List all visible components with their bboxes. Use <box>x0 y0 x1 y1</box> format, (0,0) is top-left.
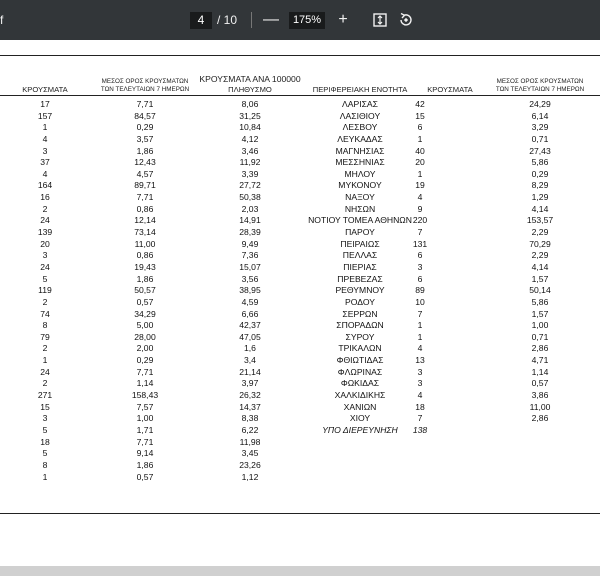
region-avg-cell: 50,14 <box>529 285 551 296</box>
region-avg-cell: 1,14 <box>531 366 549 377</box>
per100k-cell: 3,39 <box>241 168 259 179</box>
region-cell: ΜΗΛΟΥ <box>344 168 376 179</box>
per100k-cell: 3,97 <box>241 378 259 389</box>
table-row <box>0 367 600 379</box>
region-cell: ΜΥΚΟΝΟΥ <box>338 180 382 191</box>
region-cell: ΛΕΥΚΑΔΑΣ <box>337 133 383 144</box>
region-cases-cell: 20 <box>415 157 425 168</box>
avg-cell: 19,43 <box>134 261 156 272</box>
table-row <box>0 169 600 181</box>
region-cell: ΧΑΛΚΙΔΙΚΗΣ <box>334 390 386 401</box>
per100k-cell: 26,32 <box>239 390 261 401</box>
region-cell: ΦΛΩΡΙΝΑΣ <box>337 366 383 377</box>
region-cases-cell: 1 <box>417 168 423 179</box>
avg-cell: 11,00 <box>134 238 156 249</box>
region-avg-cell: 4,14 <box>531 261 549 272</box>
cases-cell: 5 <box>42 448 48 459</box>
per100k-cell: 3,56 <box>241 273 259 284</box>
cases-cell: 15 <box>40 401 50 412</box>
header-cases-right: ΚΡΟΥΣΜΑΤΑ <box>427 85 473 94</box>
region-cell: ΧΙΟΥ <box>349 413 371 424</box>
table-bottom-rule <box>0 513 600 514</box>
table-row <box>0 437 600 449</box>
region-cell: ΣΥΡΟΥ <box>345 331 375 342</box>
table-row <box>0 262 600 274</box>
header-cases-left: ΚΡΟΥΣΜΑΤΑ <box>22 85 68 94</box>
per100k-cell: 11,92 <box>239 157 261 168</box>
region-cell: ΛΑΣΙΘΙΟΥ <box>339 110 381 121</box>
region-cases-cell: 9 <box>417 203 423 214</box>
per100k-cell: 38,95 <box>239 285 261 296</box>
avg-cell: 89,71 <box>134 180 156 191</box>
region-cell: ΦΩΚΙΔΑΣ <box>340 378 380 389</box>
region-avg-cell: 5,86 <box>531 157 549 168</box>
table-row <box>0 402 600 414</box>
cases-cell: 18 <box>40 436 50 447</box>
table-row <box>0 309 600 321</box>
avg-cell: 0,57 <box>136 471 154 482</box>
region-cases-cell: 1 <box>417 331 423 342</box>
per100k-cell: 2,03 <box>241 203 259 214</box>
table-row <box>0 297 600 309</box>
region-cases-cell: 6 <box>417 250 423 261</box>
region-avg-cell: 2,86 <box>531 413 549 424</box>
per100k-cell: 6,22 <box>241 424 259 435</box>
region-cell: ΠΕΙΡΑΙΩΣ <box>340 238 380 249</box>
per100k-cell: 1,6 <box>244 343 256 354</box>
avg-cell: 1,86 <box>136 459 154 470</box>
region-cell: ΛΑΡΙΣΑΣ <box>342 99 378 109</box>
cases-cell: 74 <box>40 308 50 319</box>
cases-cell: 119 <box>38 285 52 296</box>
avg-cell: 1,86 <box>136 145 154 156</box>
header-rule <box>0 95 600 96</box>
region-cases-cell: 131 <box>412 238 428 249</box>
per100k-cell: 21,14 <box>239 366 261 377</box>
table-row <box>0 332 600 344</box>
table-row <box>0 460 600 472</box>
region-avg-cell: 1,57 <box>531 308 549 319</box>
per100k-cell: 8,06 <box>241 99 259 109</box>
avg-cell: 0,29 <box>136 355 154 366</box>
cases-cell: 5 <box>42 273 48 284</box>
per100k-cell: 28,39 <box>239 227 261 238</box>
region-avg-cell: 70,29 <box>529 238 551 249</box>
cases-cell: 8 <box>42 459 48 470</box>
region-cell: ΥΠΟ ΔΙΕΡΕΥΝΗΣΗ <box>322 424 398 435</box>
region-cases-cell: 4 <box>417 390 423 401</box>
region-cell: ΣΠΟΡΑΔΩΝ <box>336 320 384 331</box>
avg-cell: 0,57 <box>136 296 154 307</box>
avg-cell: 4,57 <box>136 168 154 179</box>
table-row <box>0 274 600 286</box>
per100k-cell: 10,84 <box>239 122 261 133</box>
region-cell: ΝΗΣΩΝ <box>344 203 376 214</box>
zoom-in-button[interactable]: + <box>338 11 348 28</box>
table-row <box>0 134 600 146</box>
region-cases-cell: 3 <box>417 366 423 377</box>
per100k-cell: 7,36 <box>241 250 259 261</box>
region-cases-cell: 18 <box>415 401 425 412</box>
table-row <box>0 180 600 192</box>
cases-cell: 2 <box>42 378 48 389</box>
region-avg-cell: 1,00 <box>531 320 549 331</box>
region-cases-cell: 4 <box>417 192 423 203</box>
per100k-cell: 27,72 <box>239 180 261 191</box>
document-title: f <box>0 13 4 27</box>
per100k-cell: 3,45 <box>241 448 259 459</box>
table-row <box>0 192 600 204</box>
per100k-cell: 6,66 <box>241 308 259 319</box>
region-cell: ΣΕΡΡΩΝ <box>342 308 378 319</box>
per100k-cell: 14,91 <box>239 215 261 226</box>
table-row <box>0 378 600 390</box>
cases-cell: 139 <box>37 227 53 238</box>
cases-cell: 8 <box>42 320 48 331</box>
avg-cell: 158,43 <box>131 390 159 401</box>
region-avg-cell: 6,14 <box>531 110 549 121</box>
table-row <box>0 122 600 134</box>
cases-cell: 3 <box>42 413 48 424</box>
cases-cell: 24 <box>40 366 50 377</box>
region-cell: ΠΡΕΒΕΖΑΣ <box>337 273 383 284</box>
table-row <box>0 157 600 169</box>
region-cases-cell: 6 <box>417 273 423 284</box>
zoom-out-button[interactable]: — <box>263 11 280 28</box>
zoom-level-input[interactable]: 175% <box>289 12 325 29</box>
region-avg-cell: 5,86 <box>531 296 549 307</box>
region-avg-cell: 4,14 <box>531 203 549 214</box>
cases-cell: 37 <box>40 157 50 168</box>
region-cases-cell: 138 <box>412 424 428 435</box>
cases-cell: 2 <box>42 343 48 354</box>
cases-cell: 157 <box>37 110 53 121</box>
per100k-cell: 47,05 <box>239 331 261 342</box>
avg-cell: 3,57 <box>136 133 154 144</box>
region-cases-cell: 19 <box>415 180 425 191</box>
pdf-page <box>0 40 600 566</box>
region-cases-cell: 4 <box>417 343 423 354</box>
avg-cell: 7,71 <box>136 436 154 447</box>
region-cell: ΤΡΙΚΑΛΩΝ <box>338 343 382 354</box>
region-avg-cell: 11,00 <box>529 401 551 412</box>
region-cell: ΠΕΛΛΑΣ <box>342 250 378 261</box>
region-avg-cell: 153,57 <box>526 215 554 226</box>
avg-cell: 7,57 <box>136 401 154 412</box>
table-row <box>0 146 600 158</box>
region-avg-cell: 2,29 <box>531 227 549 238</box>
table-row <box>0 285 600 297</box>
avg-cell: 0,86 <box>136 250 154 261</box>
avg-cell: 2,00 <box>136 343 154 354</box>
region-avg-cell: 2,29 <box>531 250 549 261</box>
per100k-cell: 4,59 <box>241 296 259 307</box>
region-cases-cell: 1 <box>417 320 423 331</box>
page-number-input[interactable]: 4 <box>190 12 212 29</box>
region-avg-cell: 0,29 <box>531 168 549 179</box>
cases-cell: 3 <box>42 145 48 156</box>
rotate-icon <box>398 12 414 28</box>
header-avg-right-2: ΤΩΝ ΤΕΛΕΥΤΑΙΩΝ 7 ΗΜΕΡΩΝ <box>495 86 585 93</box>
cases-cell: 1 <box>42 471 48 482</box>
cases-cell: 17 <box>40 99 50 109</box>
pdf-toolbar <box>0 0 600 40</box>
table-row <box>0 239 600 251</box>
avg-cell: 7,71 <box>136 99 154 109</box>
avg-cell: 1,14 <box>136 378 154 389</box>
table-row <box>0 413 600 425</box>
region-avg-cell: 24,29 <box>529 99 551 109</box>
per100k-cell: 9,49 <box>241 238 259 249</box>
avg-cell: 12,14 <box>134 215 156 226</box>
table-row <box>0 204 600 216</box>
per100k-cell: 42,37 <box>239 320 261 331</box>
header-avg-left-1: ΜΕΣΟΣ ΟΡΟΣ ΚΡΟΥΣΜΑΤΩΝ <box>101 78 189 85</box>
region-cases-cell: 7 <box>417 308 423 319</box>
region-cell: ΝΟΤΙΟΥ ΤΟΜΕΑ ΑΘΗΝΩΝ <box>308 215 412 226</box>
header-per100k-2: ΠΛΗΘΥΣΜΟ <box>228 85 272 94</box>
avg-cell: 1,86 <box>136 273 154 284</box>
cases-cell: 5 <box>42 424 48 435</box>
cases-cell: 24 <box>40 261 50 272</box>
region-avg-cell: 0,57 <box>531 378 549 389</box>
per100k-cell: 8,38 <box>241 413 259 424</box>
region-cell: ΦΘΙΩΤΙΔΑΣ <box>336 355 384 366</box>
cases-cell: 164 <box>37 180 53 191</box>
table-row <box>0 215 600 227</box>
cases-cell: 79 <box>40 331 50 342</box>
horizontal-scrollbar[interactable] <box>0 566 600 576</box>
avg-cell: 7,71 <box>136 192 154 203</box>
avg-cell: 1,71 <box>136 424 154 435</box>
cases-cell: 1 <box>42 122 48 133</box>
cases-cell: 4 <box>42 133 48 144</box>
table-row <box>0 355 600 367</box>
region-cases-cell: 42 <box>415 99 425 109</box>
per100k-cell: 31,25 <box>239 110 261 121</box>
avg-cell: 7,71 <box>136 366 154 377</box>
per100k-cell: 23,26 <box>239 459 261 470</box>
region-cases-cell: 6 <box>417 122 423 133</box>
per100k-cell: 3,46 <box>241 145 259 156</box>
region-cell: ΠΙΕΡΙΑΣ <box>343 261 377 272</box>
table-row <box>0 425 600 437</box>
per100k-cell: 4,12 <box>241 133 259 144</box>
per100k-cell: 15,07 <box>239 261 261 272</box>
header-region: ΠΕΡΙΦΕΡΕΙΑΚΗ ΕΝΟΤΗΤΑ <box>312 85 408 94</box>
page-count: / 10 <box>217 13 238 27</box>
fit-page-icon <box>373 13 387 27</box>
rotate-button[interactable] <box>396 10 416 30</box>
region-avg-cell: 4,71 <box>531 355 549 366</box>
per100k-cell: 50,38 <box>239 192 261 203</box>
table-row <box>0 390 600 402</box>
header-avg-right-1: ΜΕΣΟΣ ΟΡΟΣ ΚΡΟΥΣΜΑΤΩΝ <box>496 78 584 85</box>
table-row <box>0 472 600 484</box>
region-cell: ΜΑΓΝΗΣΙΑΣ <box>335 145 385 156</box>
region-cell: ΠΑΡΟΥ <box>345 227 375 238</box>
table-row <box>0 111 600 123</box>
avg-cell: 73,14 <box>134 227 156 238</box>
region-cases-cell: 40 <box>415 145 425 156</box>
table-row <box>0 343 600 355</box>
avg-cell: 50,57 <box>134 285 156 296</box>
region-avg-cell: 0,71 <box>531 133 549 144</box>
region-cases-cell: 15 <box>415 110 425 121</box>
cases-cell: 2 <box>42 296 48 307</box>
region-avg-cell: 1,57 <box>531 273 549 284</box>
cases-cell: 271 <box>37 390 53 401</box>
avg-cell: 34,29 <box>134 308 156 319</box>
region-cell: ΜΕΣΣΗΝΙΑΣ <box>335 157 385 168</box>
avg-cell: 5,00 <box>136 320 154 331</box>
cases-cell: 1 <box>42 355 48 366</box>
avg-cell: 1,00 <box>136 413 154 424</box>
per100k-cell: 14,37 <box>239 401 261 412</box>
region-cell: ΛΕΣΒΟΥ <box>342 122 378 133</box>
cases-cell: 20 <box>40 238 50 249</box>
region-cases-cell: 7 <box>417 413 423 424</box>
cases-cell: 4 <box>42 168 48 179</box>
cases-cell: 3 <box>42 250 48 261</box>
region-cases-cell: 3 <box>417 261 423 272</box>
region-cases-cell: 7 <box>417 227 423 238</box>
per100k-cell: 1,12 <box>241 471 259 482</box>
avg-cell: 28,00 <box>134 331 156 342</box>
table-top-rule <box>0 55 600 56</box>
cases-cell: 16 <box>40 192 50 203</box>
region-cases-cell: 10 <box>415 296 425 307</box>
avg-cell: 9,14 <box>136 448 154 459</box>
region-avg-cell: 3,86 <box>531 390 549 401</box>
per100k-cell: 3,4 <box>244 355 256 366</box>
fit-to-page-button[interactable] <box>370 10 390 30</box>
table-row <box>0 99 600 111</box>
cases-cell: 24 <box>40 215 50 226</box>
per100k-cell: 11,98 <box>239 436 261 447</box>
region-cell: ΧΑΝΙΩΝ <box>343 401 377 412</box>
header-per100k-1: ΚΡΟΥΣΜΑΤΑ ΑΝΑ 100000 <box>199 74 301 84</box>
region-cases-cell: 1 <box>417 133 423 144</box>
header-avg-left-2: ΤΩΝ ΤΕΛΕΥΤΑΙΩΝ 7 ΗΜΕΡΩΝ <box>100 86 190 93</box>
region-avg-cell: 1,29 <box>531 192 549 203</box>
region-cases-cell: 3 <box>417 378 423 389</box>
table-body <box>0 99 600 483</box>
toolbar-controls <box>190 9 416 31</box>
region-cell: ΝΑΞΟΥ <box>345 192 375 203</box>
region-cases-cell: 89 <box>415 285 425 296</box>
table-row <box>0 250 600 262</box>
region-cell: ΡΕΘΥΜΝΟΥ <box>335 285 385 296</box>
table-row <box>0 320 600 332</box>
table-row <box>0 448 600 460</box>
region-avg-cell: 2,86 <box>531 343 549 354</box>
avg-cell: 0,29 <box>136 122 154 133</box>
region-avg-cell: 3,29 <box>531 122 549 133</box>
avg-cell: 12,43 <box>134 157 156 168</box>
region-cell: ΡΟΔΟΥ <box>345 296 375 307</box>
toolbar-divider <box>251 12 252 28</box>
avg-cell: 84,57 <box>134 110 156 121</box>
region-avg-cell: 8,29 <box>531 180 549 191</box>
region-cases-cell: 13 <box>415 355 425 366</box>
region-cases-cell: 220 <box>412 215 428 226</box>
table-row <box>0 227 600 239</box>
region-avg-cell: 27,43 <box>529 145 551 156</box>
avg-cell: 0,86 <box>136 203 154 214</box>
region-avg-cell: 0,71 <box>531 331 549 342</box>
cases-cell: 2 <box>42 203 48 214</box>
